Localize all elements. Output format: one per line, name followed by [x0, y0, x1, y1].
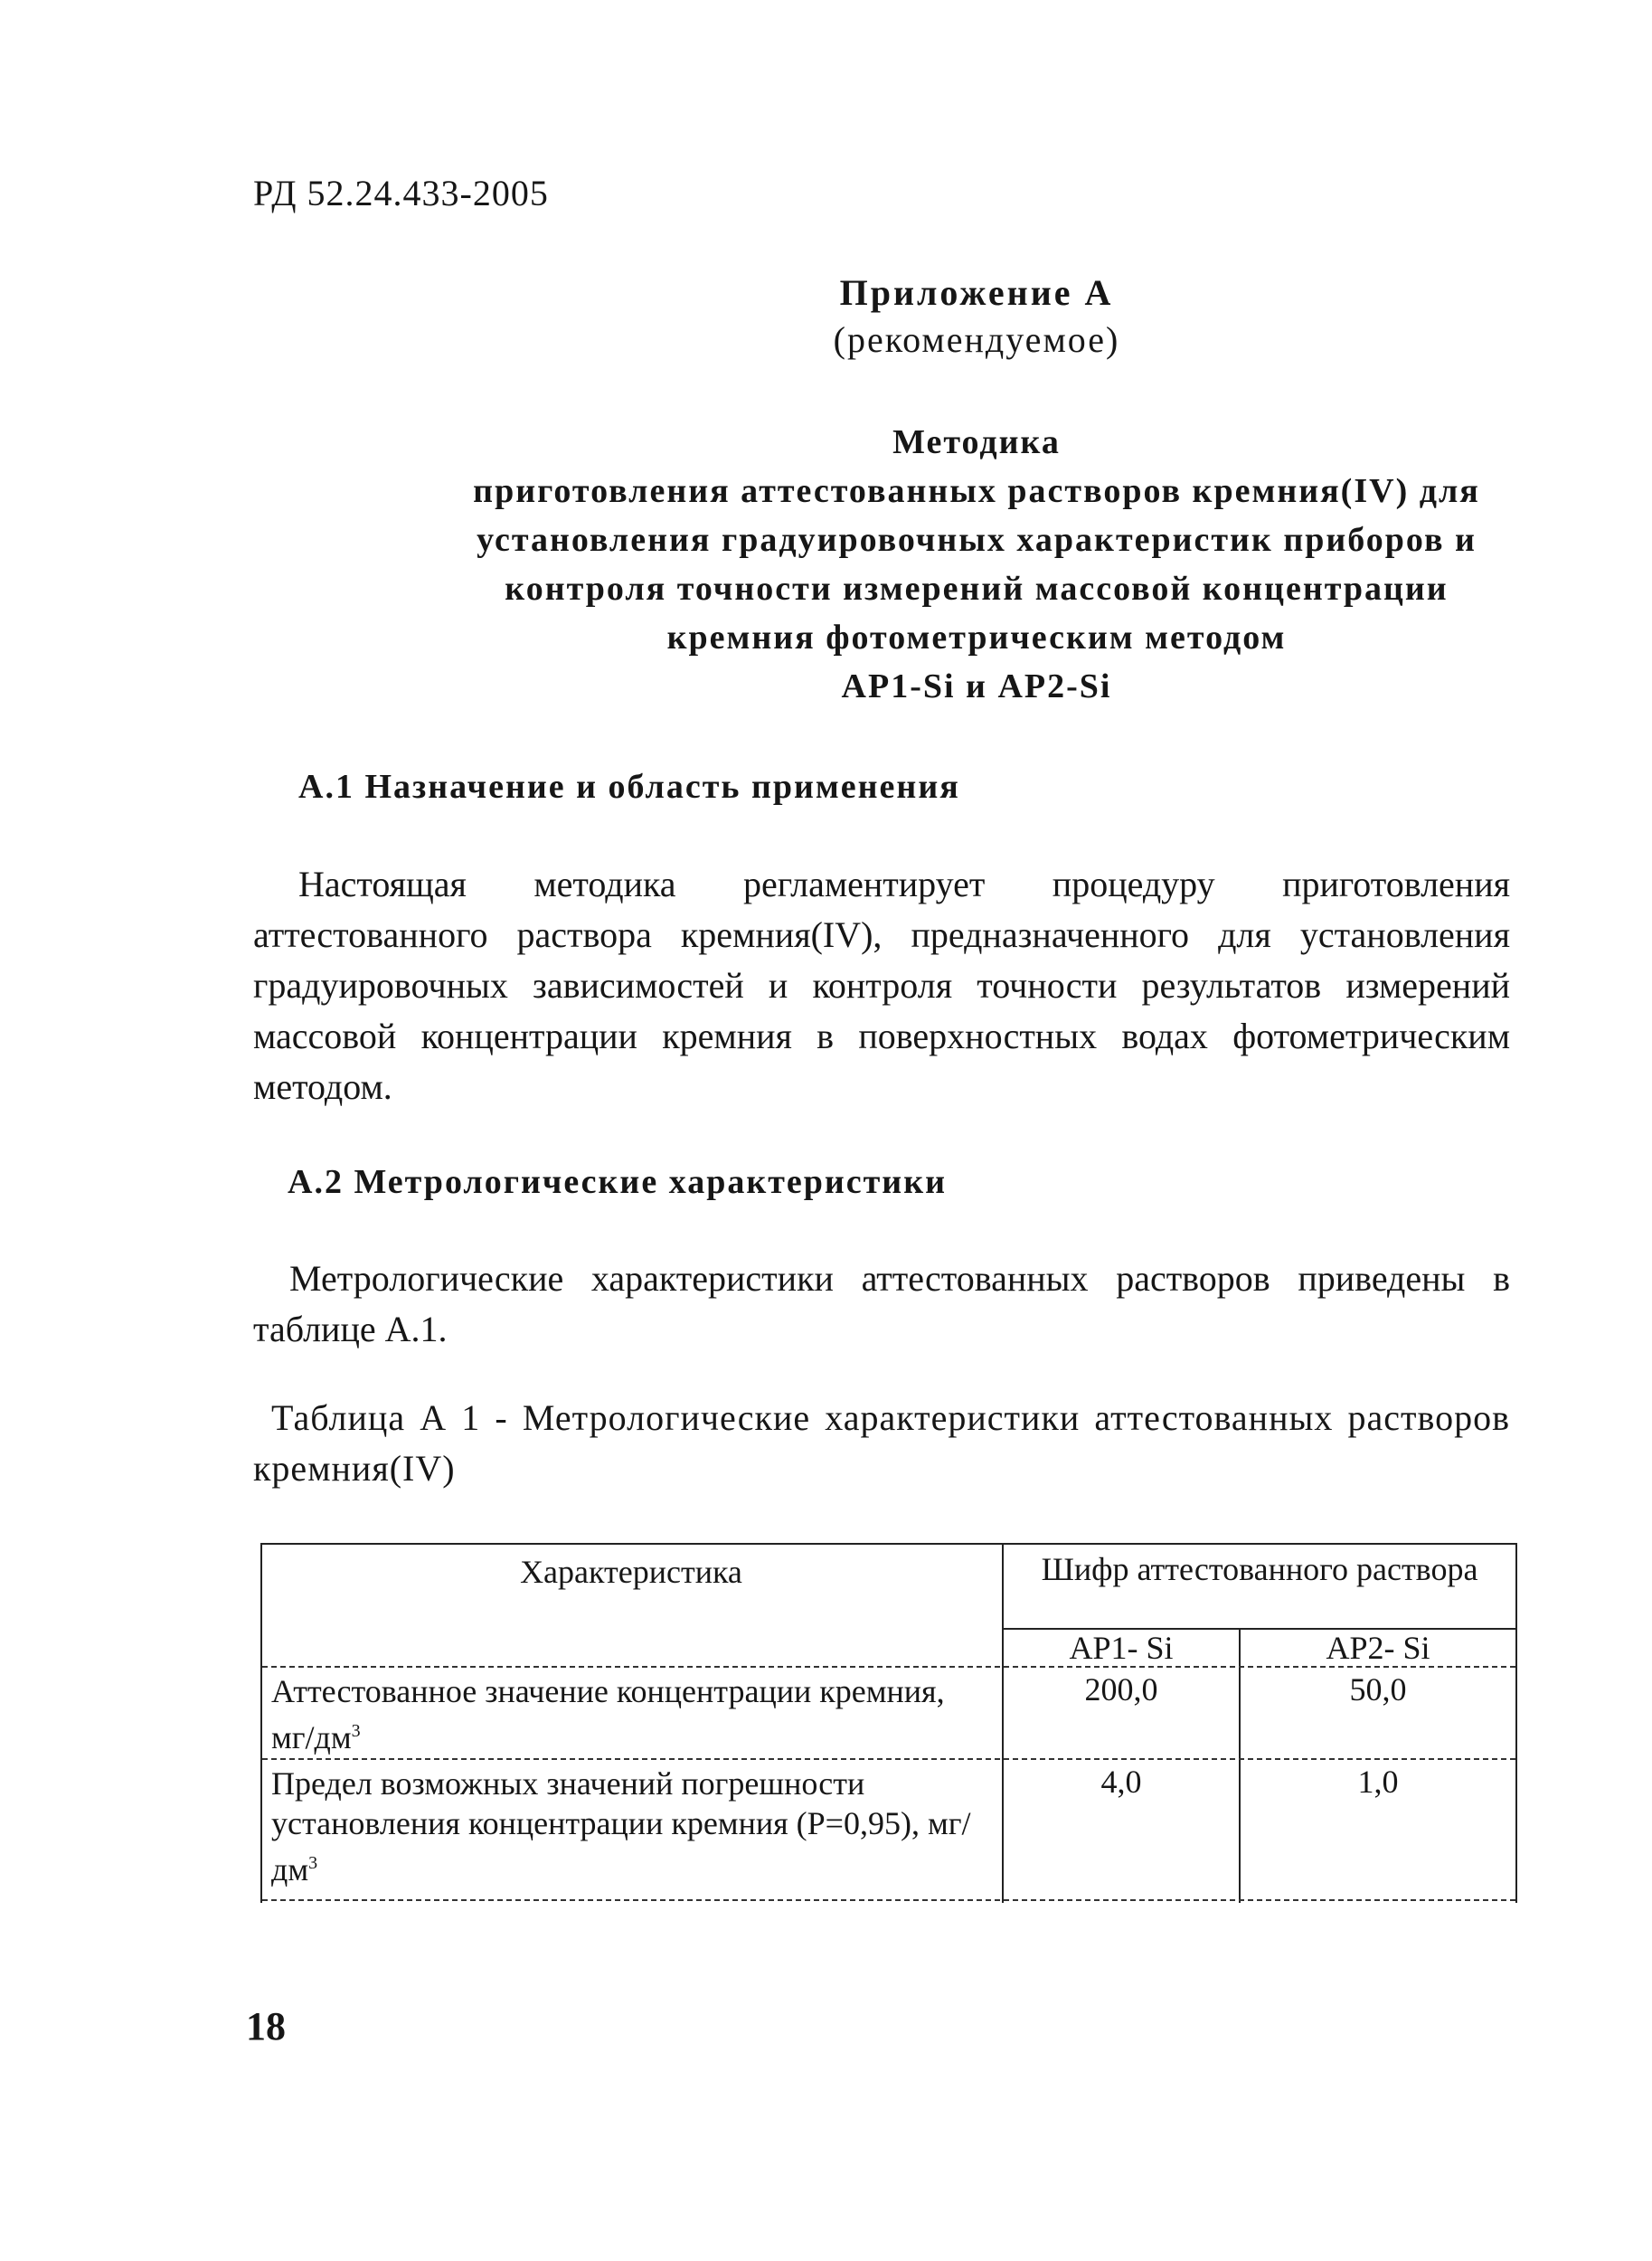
value-ap2: 50,0: [1349, 1671, 1407, 1708]
row-label: [271, 1764, 995, 1889]
header-solution-code: Шифр аттестованного раствора: [1041, 1551, 1478, 1587]
section-paragraph: Настоящая методика регламентирует процедуру приготовления аттестованного раствора кремния(IV), предназначенного для установления градуировочных зависимостей и контроля точности результатов измерений массовой концентрации кремния в поверхностных водах фотометрическим методом.: [253, 864, 1510, 1107]
method-title-line: контроля точности измерений массовой концентрации: [505, 570, 1449, 608]
section-paragraph: Метрологические характеристики аттестованных растворов приведены в таблице А.1.: [253, 1258, 1510, 1349]
method-title-line: установления градуировочных характеристик приборов и: [477, 521, 1477, 559]
section-heading: А.2 Метрологические характеристики: [288, 1163, 947, 1201]
row-label-text: Аттестованное значение концентрации кремния, мг/дм: [271, 1673, 945, 1755]
method-title: [344, 418, 1610, 711]
header-characteristic: Характеристика: [520, 1554, 742, 1590]
value-ap2: 1,0: [1357, 1764, 1399, 1800]
document-code: РД 52.24.433-2005: [253, 173, 549, 213]
table-divider: [262, 1899, 1515, 1901]
section-heading: А.1 Назначение и область применения: [298, 768, 960, 806]
value-ap1: 200,0: [1084, 1671, 1158, 1708]
metrology-table: [260, 1543, 1517, 1903]
page-number: 18: [246, 2004, 286, 2048]
method-title-line: кремния фотометрическим методом: [666, 619, 1287, 657]
unit-superscript: 3: [308, 1853, 318, 1873]
table-divider: [262, 1758, 1515, 1760]
unit-superscript: 3: [351, 1721, 361, 1741]
row-label: [271, 1671, 995, 1757]
row-label-text: Предел возможных значений погрешности установления концентрации кремния (Р=0,95), мг/дм: [271, 1765, 971, 1887]
table-caption: Таблица А 1 - Метрологические характеристики аттестованных растворов кремния(IV): [253, 1397, 1510, 1489]
method-title-line: АР1-Si и АР2-Si: [841, 667, 1112, 705]
header-col-ap2: АР2- Si: [1326, 1630, 1430, 1666]
value-ap1: 4,0: [1100, 1764, 1142, 1800]
appendix-subtitle: (рекомендуемое): [833, 319, 1120, 360]
method-title-line: Методика: [892, 423, 1061, 461]
header-col-ap1: АР1- Si: [1069, 1630, 1174, 1666]
appendix-title: Приложение А: [839, 272, 1114, 313]
method-title-line: приготовления аттестованных растворов кремния(IV) для: [473, 472, 1480, 510]
table-divider: [1002, 1545, 1004, 1903]
